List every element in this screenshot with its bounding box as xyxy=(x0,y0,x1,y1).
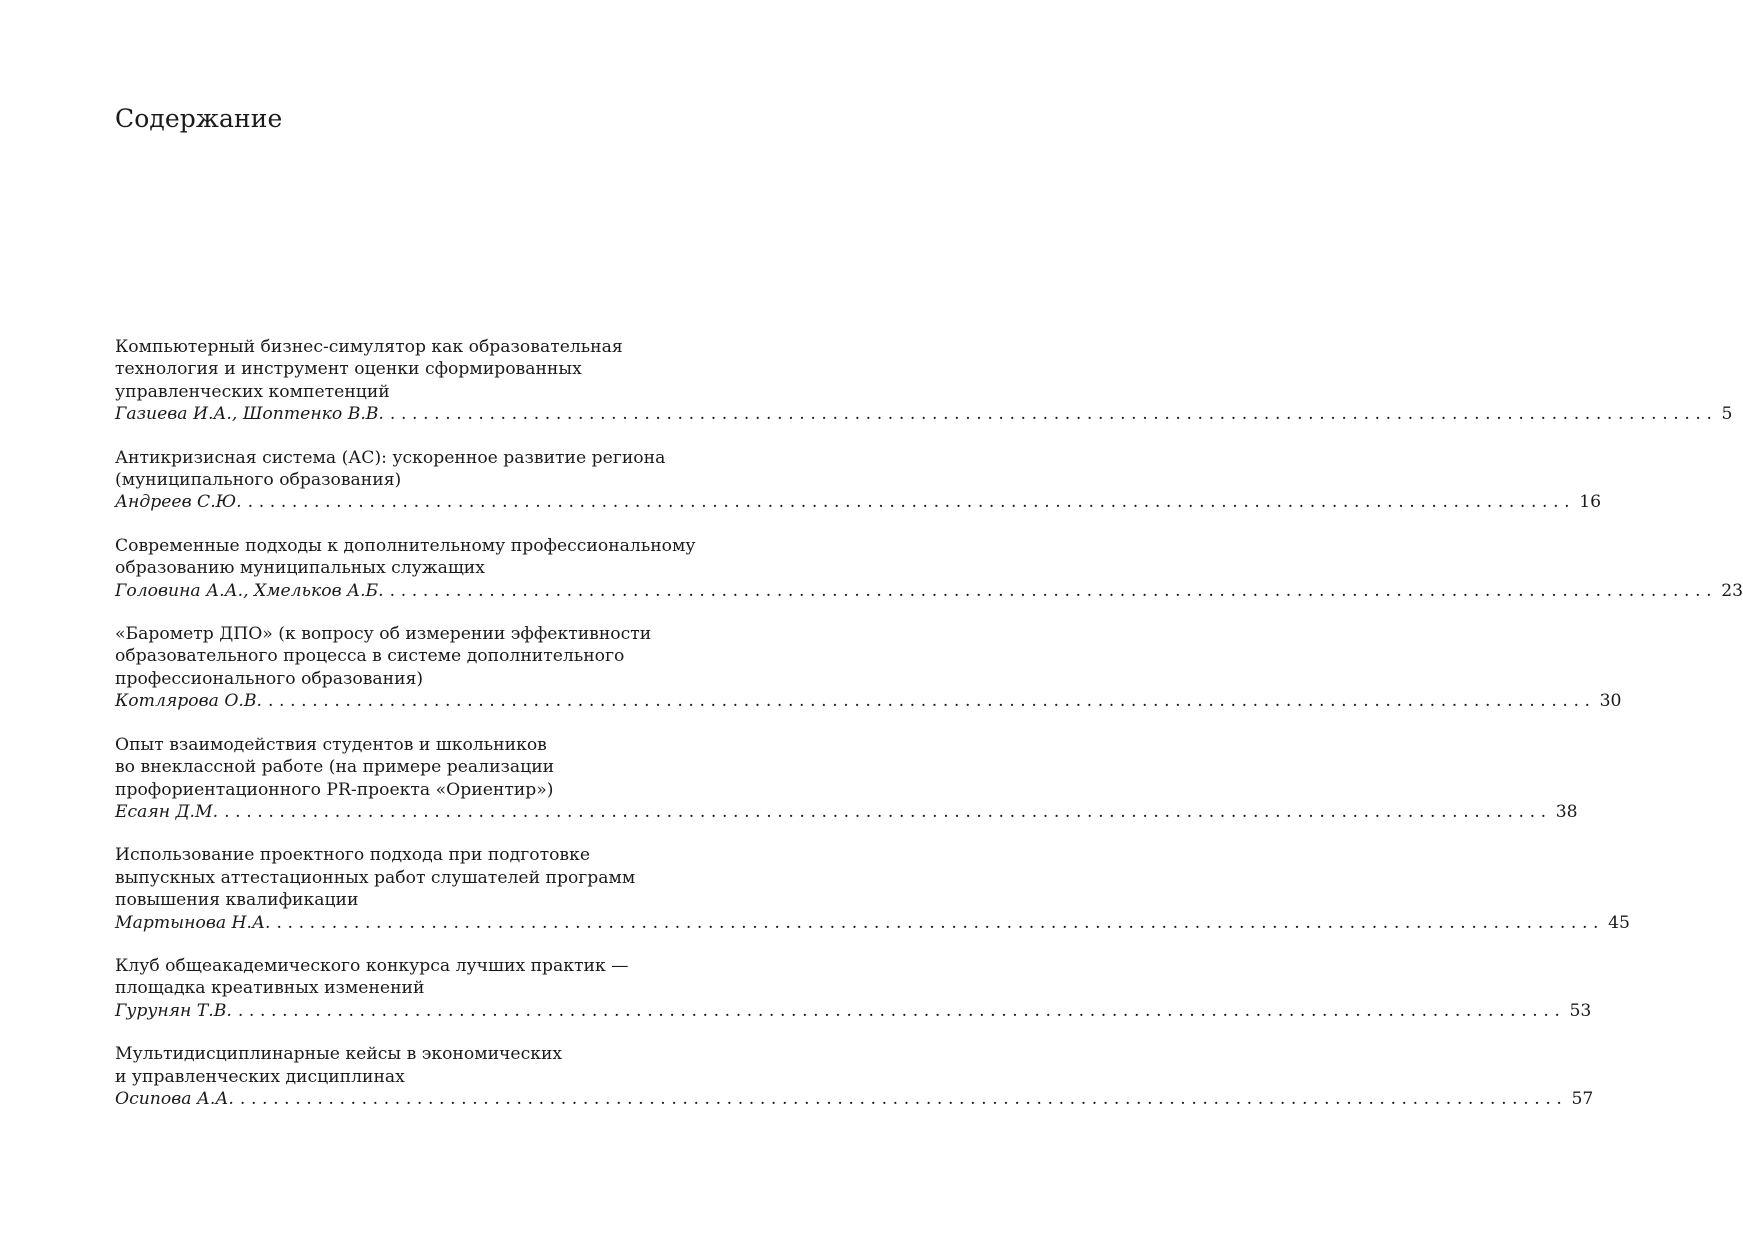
toc-entry-title xyxy=(115,844,735,911)
dot-leader: ........................................................................................................................ xyxy=(237,1000,1566,1021)
toc-entry xyxy=(115,1043,1594,1110)
dot-leader: ........................................................................................................................ xyxy=(267,691,1596,712)
dot-leader: ........................................................................................................................ xyxy=(276,912,1605,933)
toc-entry-title xyxy=(115,1043,735,1088)
toc-page-number: 53 xyxy=(1569,1000,1592,1021)
toc-author-line xyxy=(115,1000,1592,1022)
toc-entry xyxy=(115,336,1733,426)
toc-entry xyxy=(115,734,1578,824)
toc-entry-title xyxy=(115,447,735,492)
toc-page-number: 57 xyxy=(1571,1088,1594,1109)
toc-entry-title xyxy=(115,734,735,801)
toc-page-number: 45 xyxy=(1608,912,1630,933)
toc-entry-title xyxy=(115,336,735,403)
toc-entry xyxy=(115,623,1622,713)
toc-author-line xyxy=(115,1088,1594,1110)
toc-title-line: Компьютерный бизнес-симулятор как образовательная xyxy=(115,337,623,357)
toc-entry-title xyxy=(115,955,735,1000)
toc-title-line: управленческих компетенций xyxy=(115,381,390,402)
toc-authors: Головина А.А., Хмельков А.Б. xyxy=(115,580,384,601)
toc-title-line: повышения квалификации xyxy=(115,890,359,911)
toc-authors: Андреев С.Ю. xyxy=(115,492,242,513)
toc-authors: Мартынова Н.А. xyxy=(115,912,271,933)
toc-title-line: профориентационного PR-проекта «Ориентир») xyxy=(115,779,554,800)
toc-page-number: 23 xyxy=(1721,580,1743,601)
toc-title-line: выпускных аттестационных работ слушателей программ xyxy=(115,867,636,888)
toc-authors: Газиева И.А., Шоптенко В.В. xyxy=(115,404,384,425)
toc-entry xyxy=(115,535,1743,602)
dot-leader: ........................................................................................................................ xyxy=(389,580,1718,601)
toc-authors: Котлярова О.В. xyxy=(115,691,262,712)
dot-leader: ........................................................................................................................ xyxy=(239,1088,1568,1109)
toc-author-line xyxy=(115,580,1743,602)
toc-author-line xyxy=(115,491,1602,513)
toc-title-line: Современные подходы к дополнительному профессиональному xyxy=(115,535,696,556)
toc-title-line: Клуб общеакадемического конкурса лучших практик — xyxy=(115,955,629,976)
toc-title-line: Использование проектного подхода при подготовке xyxy=(115,845,591,866)
dot-leader: ........................................................................................................................ xyxy=(389,404,1718,425)
toc-page-number: 16 xyxy=(1579,492,1602,513)
toc-author-line xyxy=(115,690,1622,712)
toc-page-number: 38 xyxy=(1555,801,1578,822)
toc-title-line: образовательного процесса в системе дополнительного xyxy=(115,646,625,667)
toc-author-line xyxy=(115,912,1630,934)
toc-page-number: 30 xyxy=(1599,691,1622,712)
toc-entry xyxy=(115,447,1602,514)
toc-title-line: Мультидисциплинарные кейсы в экономических xyxy=(115,1044,563,1065)
toc-entry xyxy=(115,955,1592,1022)
toc-title-line: и управленческих дисциплинах xyxy=(115,1066,405,1087)
toc-title-line: площадка креативных изменений xyxy=(115,978,425,999)
toc-authors: Есаян Д.М. xyxy=(115,801,219,822)
toc-author-line xyxy=(115,801,1578,823)
toc-title-line: технология и инструмент оценки сформированных xyxy=(115,359,582,380)
dot-leader: ........................................................................................................................ xyxy=(224,801,1552,822)
toc-entry-title xyxy=(115,623,735,690)
toc-author-line xyxy=(115,403,1733,425)
toc-entry xyxy=(115,844,1630,934)
page-title: Содержание xyxy=(115,104,283,133)
toc-title-line: образованию муниципальных служащих xyxy=(115,558,485,579)
toc-title-line: во внеклассной работе (на примере реализации xyxy=(115,757,555,778)
toc-title-line: «Барометр ДПО» (к вопросу об измерении эффективности xyxy=(115,624,652,645)
toc-authors: Осипова А.А. xyxy=(115,1088,234,1109)
toc-title-line: профессионального образования) xyxy=(115,668,424,689)
toc-title-line: Опыт взаимодействия студентов и школьников xyxy=(115,734,547,755)
dot-leader: ........................................................................................................................ xyxy=(247,492,1576,513)
toc-page-number: 5 xyxy=(1721,404,1733,425)
toc-title-line: (муниципального образования) xyxy=(115,470,402,491)
table-of-contents xyxy=(115,336,1743,1131)
toc-title-line: Антикризисная система (АС): ускоренное развитие региона xyxy=(115,447,666,468)
toc-entry-title xyxy=(115,535,735,580)
toc-authors: Гурунян Т.В. xyxy=(115,1000,232,1021)
